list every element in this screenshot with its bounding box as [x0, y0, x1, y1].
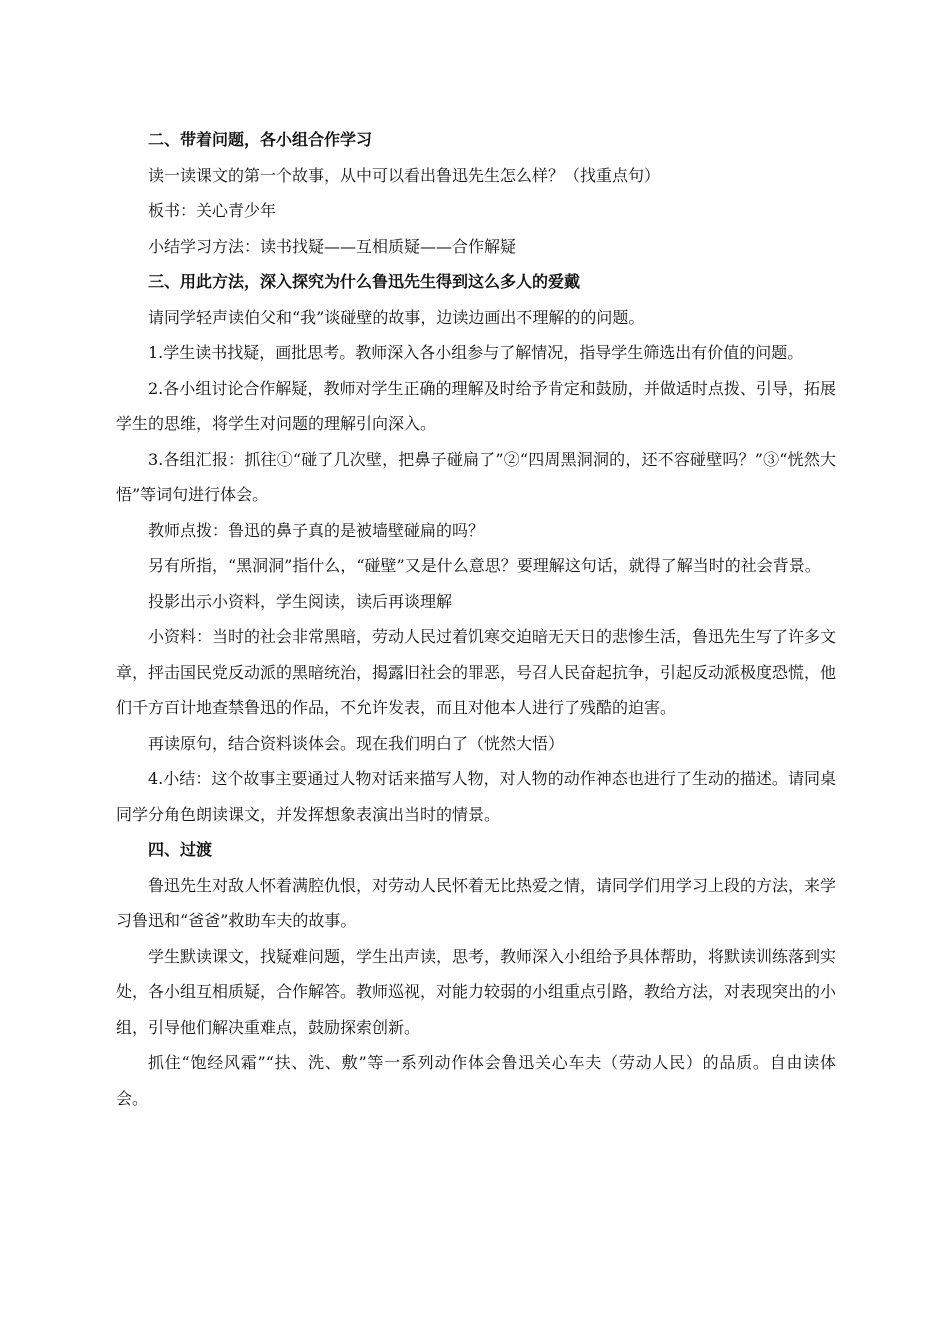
paragraph: 学生默读课文，找疑难问题，学生出声读，思考，教师深入小组给予具体帮助，将默读训练落到实处，各小组互相质疑，合作解答。教师巡视，对能力较弱的小组重点引路，教给方法，对表现突出的小组，引导他们解决重难点，鼓励探索创新。: [116, 946, 837, 1037]
paragraph: 教师点拨：鲁迅的鼻子真的是被墙壁碰扁的吗？: [148, 520, 485, 540]
paragraph: 再读原句，结合资料谈体会。现在我们明白了（恍然大悟）: [148, 733, 565, 753]
document-body: [116, 122, 836, 1116]
section-heading-4: 四、过渡: [148, 840, 213, 859]
paragraph: 3.各组汇报：抓往①“碰了几次壁，把鼻子碰扁了”②“四周黑洞洞的，还不容碰壁吗？”③“恍然大悟”等词句进行体会。: [116, 449, 836, 504]
paragraph: 另有所指，“黑洞洞”指什么，“碰壁”又是什么意思？要理解这句话，就得了解当时的社会背景。: [148, 556, 821, 575]
paragraph: 2.各小组讨论合作解疑，教师对学生正确的理解及时给予肯定和鼓励，并做适时点拨、引导，拓展学生的思维，将学生对问题的理解引向深入。: [116, 378, 836, 433]
paragraph: 小结学习方法：读书找疑——互相质疑——合作解疑: [148, 236, 517, 256]
section-heading-2: 二、带着问题，各小组合作学习: [148, 130, 373, 149]
paragraph: 4.小结：这个故事主要通过人物对话来描写人物，对人物的动作神态也进行了生动的描述。请同桌同学分角色朗读课文，并发挥想象表演出当时的情景。: [116, 769, 836, 824]
paragraph: 小资料：当时的社会非常黑暗，劳动人民过着饥寒交迫暗无天日的悲惨生活，鲁迅先生写了许多文章，抨击国民党反动派的黑暗统治，揭露旧社会的罪恶，号召人民奋起抗争，引起反动派极度恐慌，他们千方百计地查禁鲁迅的作品，不允许发表，而且对他本人进行了残酷的迫害。: [116, 627, 837, 717]
paragraph: 鲁迅先生对敌人怀着满腔仇恨，对劳动人民怀着无比热爱之情，请同学们用学习上段的方法，来学习鲁迅和“爸爸”救助车夫的故事。: [116, 875, 837, 930]
paragraph: 读一读课文的第一个故事，从中可以看出鲁迅先生怎么样？（找重点句）: [148, 165, 661, 185]
paragraph: 1.学生读书找疑，画批思考。教师深入各小组参与了解情况，指导学生筛选出有价值的问题。: [148, 343, 804, 362]
paragraph: 板书：关心青少年: [148, 201, 277, 220]
paragraph: 请同学轻声读伯父和“我”谈碰壁的故事，边读边画出不理解的的问题。: [148, 307, 645, 327]
paragraph: 投影出示小资料，学生阅读，读后再谈理解: [148, 591, 453, 611]
paragraph: 抓住“饱经风霜”“扶、洗、敷”等一系列动作体会鲁迅关心车夫（劳动人民）的品质。自由读体会。: [116, 1053, 836, 1108]
section-heading-3: 三、用此方法，深入探究为什么鲁迅先生得到这么多人的爱戴: [148, 272, 581, 291]
